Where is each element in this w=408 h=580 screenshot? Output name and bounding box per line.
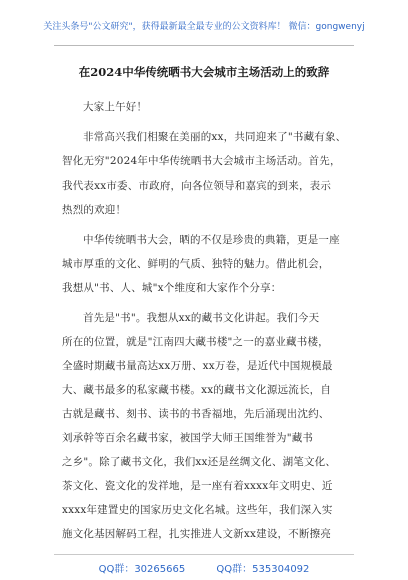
body-line: 施文化基因解码工程，扎实推进人文新xx建设，不断擦亮	[62, 528, 332, 540]
body-line: 非常高兴我们相聚在美丽的xx，共同迎来了"书藏有象、	[83, 131, 347, 143]
document-title: 在2024中华传统晒书大会城市主场活动上的致辞	[78, 65, 330, 79]
header-divider	[54, 45, 354, 46]
body-line: 全盛时期藏书量高达xx万册、xx万卷，是近代中国规模最	[62, 360, 333, 372]
body-line: 刘承幹等百余名藏书家，被国学大师王国维誉为"藏书	[62, 432, 314, 444]
body-line: 热烈的欢迎！	[62, 204, 127, 216]
greeting-line: 大家上午好！	[83, 101, 148, 113]
body-line: 大、藏书最多的私家藏书楼。xx的藏书文化源远流长，自	[62, 384, 332, 396]
promo-banner: 关注头条号"公文研究"，获得最新最全最专业的公文资料库！ 微信：gongwenyj	[43, 22, 365, 32]
body-line: 我代表xx市委、市政府，向各位领导和嘉宾的到来，表示	[62, 180, 332, 192]
body-line: 智化无穷"2024年中华传统晒书大会城市主场活动。首先，	[62, 155, 341, 167]
qq-group-2: QQ群：535304092	[216, 564, 310, 575]
body-line: 之乡"。除了藏书文化，我们xx还是丝绸文化、湖笔文化、	[62, 456, 337, 468]
body-line: 所在的位置，就是"江南四大藏书楼"之一的嘉业藏书楼，	[62, 336, 329, 348]
footer-divider	[54, 554, 354, 555]
body-line: xxxx年建置史的国家历史文化名城。这些年，我们深入实	[62, 504, 333, 516]
body-line: 城市厚重的文化、鲜明的气质、独特的魅力。借此机会，	[62, 258, 330, 270]
body-line: 茶文化、瓷文化的发祥地，是一座有着xxxx年文明史、近	[62, 480, 333, 492]
footer	[0, 560, 408, 575]
body-line: 古就是藏书、刻书、读书的书香福地，先后涌现出沈约、	[62, 408, 330, 420]
body-line: 中华传统晒书大会，晒的不仅是珍贵的典籍，更是一座	[83, 234, 340, 246]
qq-group-1: QQ群：30265665	[98, 564, 186, 575]
body-line: 我想从"书、人、城"x个维度和大家作个分享：	[62, 282, 282, 294]
body-line: 首先是"书"。我想从xx的藏书文化讲起。我们今天	[83, 312, 320, 324]
